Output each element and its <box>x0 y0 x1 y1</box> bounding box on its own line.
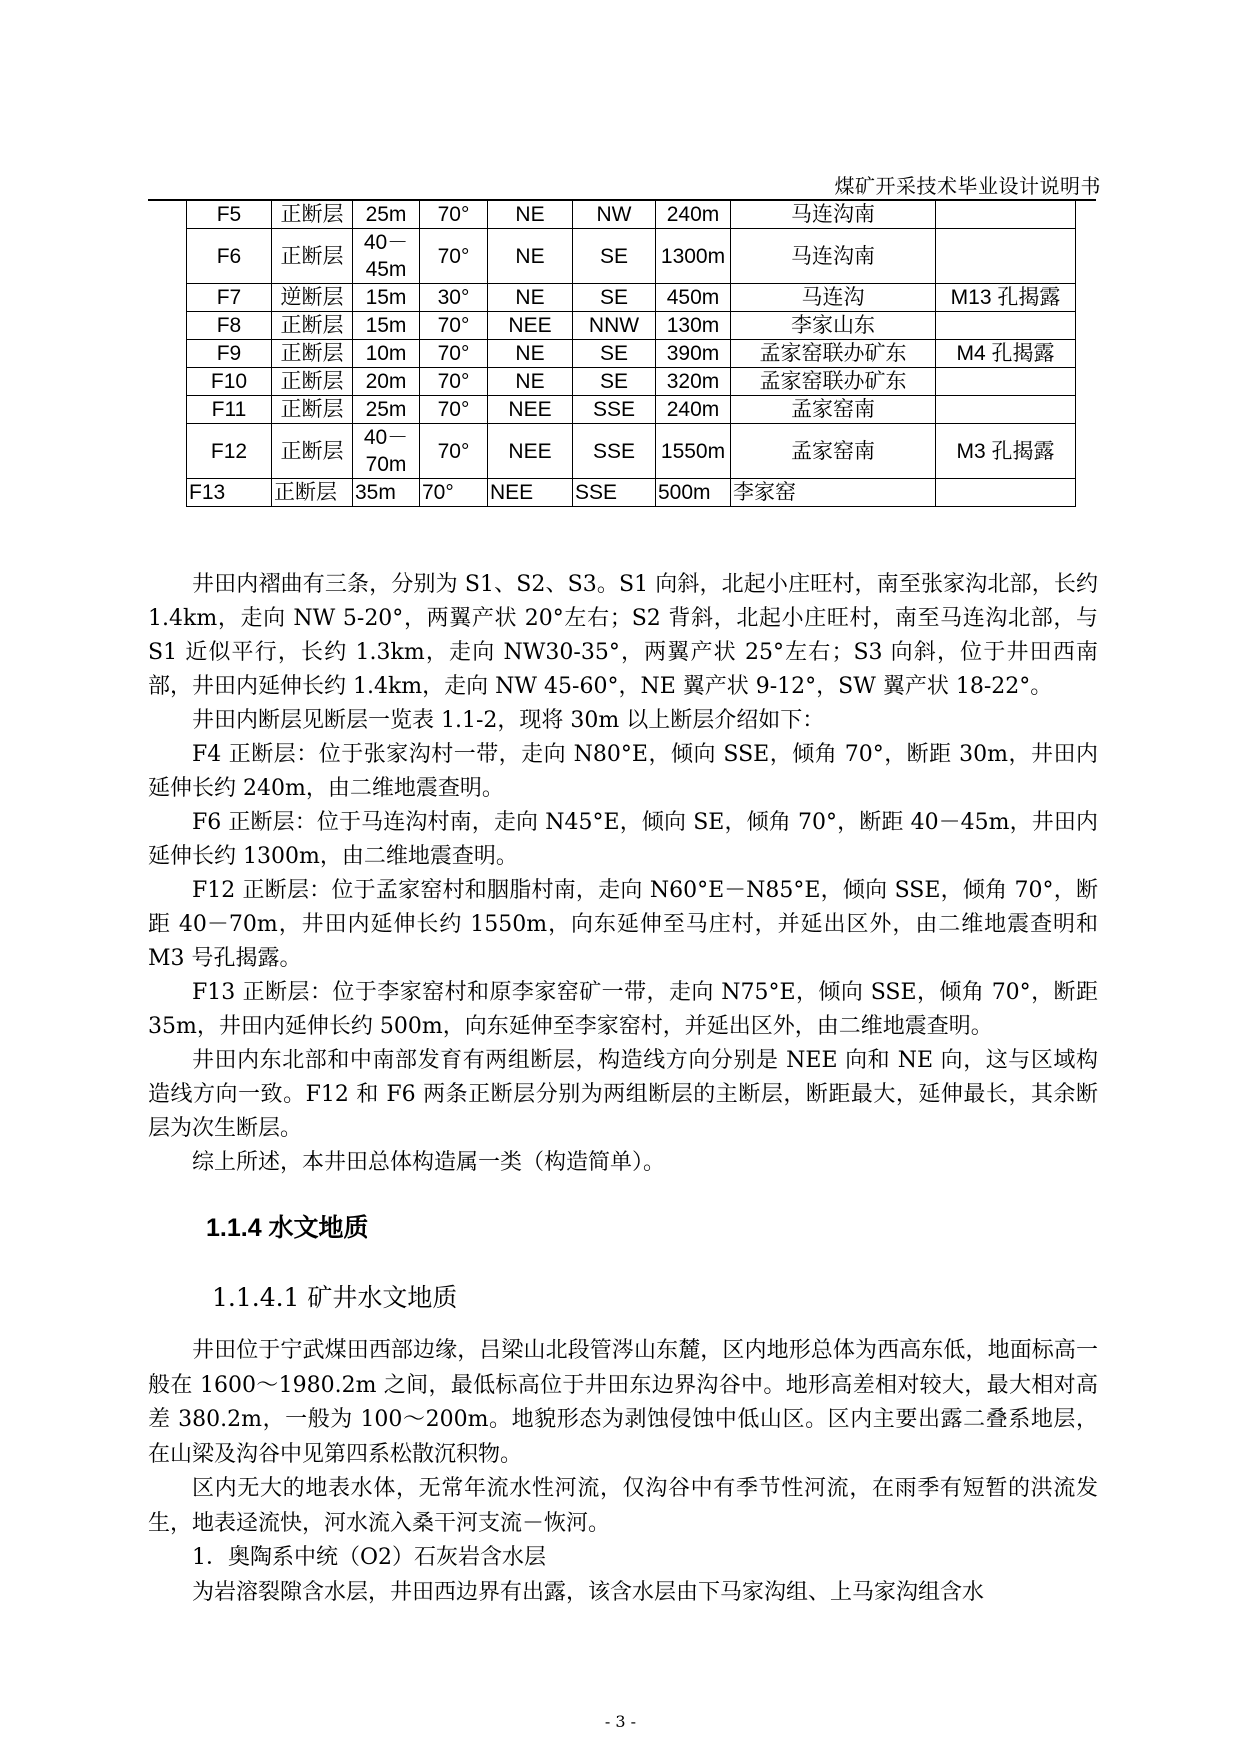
table-cell: 500m <box>656 479 731 507</box>
table-cell: 孟家窑联办矿东 <box>731 340 936 368</box>
table-cell: 70° <box>420 368 488 396</box>
paragraph: F13 正断层：位于李家窑村和原李家窑矿一带，走向 N75°E，倾向 SSE，倾角 70°，断距 35m，井田内延伸长约 500m，向东延伸至李家窑村，并延出区外，由二维地震查明。 <box>148 980 1098 1039</box>
paragraph: 为岩溶裂隙含水层，井田西边界有出露，该含水层由下马家沟组、上马家沟组含水 <box>192 1579 985 1605</box>
paragraph: 综上所述，本井田总体构造属一类（构造简单）。 <box>192 1150 666 1175</box>
table-cell: F7 <box>187 284 272 312</box>
table-cell: 15m <box>353 284 420 312</box>
table-cell: 正断层 <box>272 424 353 479</box>
table-cell: NE <box>488 340 573 368</box>
table-cell: NE <box>488 201 573 229</box>
table-cell: 正断层 <box>272 229 353 284</box>
table-cell: 逆断层 <box>272 284 353 312</box>
table-cell: 70° <box>420 479 488 507</box>
table-cell: NW <box>573 201 656 229</box>
table-cell: 正断层 <box>272 479 353 507</box>
table-cell: NEE <box>488 396 573 424</box>
table-cell: M3 孔揭露 <box>936 424 1076 479</box>
table-cell: 70° <box>420 201 488 229</box>
table-cell <box>936 479 1076 507</box>
table-cell <box>936 368 1076 396</box>
table-cell: 130m <box>656 312 731 340</box>
table-cell: 70° <box>420 424 488 479</box>
table-cell: 20m <box>353 368 420 396</box>
table-cell: 马连沟 <box>731 284 936 312</box>
page-number: - 3 - <box>604 1712 637 1731</box>
table-cell: 李家山东 <box>731 312 936 340</box>
table-cell: M4 孔揭露 <box>936 340 1076 368</box>
section-title: 1.1.4 水文地质 <box>206 1214 369 1242</box>
table-cell: F6 <box>187 229 272 284</box>
table-cell: F5 <box>187 201 272 229</box>
table-cell: 正断层 <box>272 201 353 229</box>
table-cell: 1550m <box>656 424 731 479</box>
table-cell: 马连沟南 <box>731 229 936 284</box>
table-cell: 正断层 <box>272 340 353 368</box>
table-cell: 70° <box>420 396 488 424</box>
table-cell: 李家窑 <box>731 479 936 507</box>
table-cell: F11 <box>187 396 272 424</box>
table-cell: SSE <box>573 396 656 424</box>
table-cell: 450m <box>656 284 731 312</box>
table-row <box>187 229 1076 284</box>
table-cell: 390m <box>656 340 731 368</box>
table-cell: F10 <box>187 368 272 396</box>
table-cell: SE <box>573 368 656 396</box>
table-cell: 70° <box>420 340 488 368</box>
paragraph: 井田内断层见断层一览表 1.1-2，现将 30m 以上断层介绍如下： <box>192 708 825 733</box>
header-title: 煤矿开采技术毕业设计说明书 <box>834 174 1101 198</box>
table-cell: 240m <box>656 396 731 424</box>
table-cell: 10m <box>353 340 420 368</box>
table-cell <box>936 396 1076 424</box>
table-cell: 70° <box>420 312 488 340</box>
table-cell: 孟家窑联办矿东 <box>731 368 936 396</box>
table-cell: 15m <box>353 312 420 340</box>
subsection-title: 1.1.4.1 矿井水文地质 <box>212 1283 458 1312</box>
table-row <box>187 312 1076 340</box>
table-cell: NEE <box>488 424 573 479</box>
table-row <box>187 284 1076 312</box>
table-cell: 25m <box>353 396 420 424</box>
table-cell: SE <box>573 284 656 312</box>
table-cell: 马连沟南 <box>731 201 936 229</box>
table-cell: 30° <box>420 284 488 312</box>
table-cell: 40－45m <box>353 229 420 284</box>
table-cell: F13 <box>187 479 272 507</box>
table-cell: SE <box>573 229 656 284</box>
table-cell: NE <box>488 229 573 284</box>
paragraph: 井田内东北部和中南部发育有两组断层，构造线方向分别是 NEE 向和 NE 向，这与区域构造线方向一致。F12 和 F6 两条正断层分别为两组断层的主断层，断距最大，延伸最长，其余断层为次生断层。 <box>148 1048 1098 1141</box>
table-cell: NNW <box>573 312 656 340</box>
table-cell: NE <box>488 368 573 396</box>
table-cell: SSE <box>573 479 656 507</box>
table-cell: 35m <box>353 479 420 507</box>
table-cell: 240m <box>656 201 731 229</box>
table-cell: 孟家窑南 <box>731 424 936 479</box>
table-cell: F8 <box>187 312 272 340</box>
table-cell: 320m <box>656 368 731 396</box>
table-cell: M13 孔揭露 <box>936 284 1076 312</box>
table-row <box>187 424 1076 479</box>
list-item-heading: 1．奥陶系中统（O2）石灰岩含水层 <box>192 1545 547 1570</box>
table-cell: NE <box>488 284 573 312</box>
table-cell: 25m <box>353 201 420 229</box>
table-cell: NEE <box>488 312 573 340</box>
table-row <box>187 340 1076 368</box>
table-row <box>187 368 1076 396</box>
table-cell: NEE <box>488 479 573 507</box>
body-text-hydrology <box>148 1334 1098 1610</box>
table-cell <box>936 201 1076 229</box>
table-row <box>187 201 1076 229</box>
table-cell: 1300m <box>656 229 731 284</box>
paragraph: F6 正断层：位于马连沟村南，走向 N45°E，倾向 SE，倾角 70°，断距 40－45m，井田内延伸长约 1300m，由二维地震查明。 <box>148 810 1098 869</box>
table-cell: 40－70m <box>353 424 420 479</box>
body-text <box>148 568 1098 1180</box>
table-row <box>187 479 1076 507</box>
table-cell <box>936 312 1076 340</box>
table-cell: 正断层 <box>272 312 353 340</box>
paragraph: F12 正断层：位于孟家窑村和胭脂村南，走向 N60°E－N85°E，倾向 SSE，倾角 70°，断距 40－70m，井田内延伸长约 1550m，向东延伸至马庄村，并延出区外，由二维地震查明和 M3 号孔揭露。 <box>148 878 1098 971</box>
paragraph: 区内无大的地表水体，无常年流水性河流，仅沟谷中有季节性河流，在雨季有短暂的洪流发生，地表迳流快，河水流入桑干河支流－恢河。 <box>148 1476 1098 1536</box>
paragraph: 井田内褶曲有三条，分别为 S1、S2、S3。S1 向斜，北起小庄旺村，南至张家沟北部，长约 1.4km，走向 NW 5-20°，两翼产状 20°左右；S2 背斜，北起小庄旺村，南至马连沟北部，与 S1 近似平行，长约 1.3km，走向 NW30-35°，两翼产状 25°左右；S3 向斜，位于井田西南部，井田内延伸长约 1.4km，走向 NW 45-60°，NE 翼产状 9-12°，SW 翼产状 18-22°。 <box>148 572 1098 699</box>
table-cell: 孟家窑南 <box>731 396 936 424</box>
table-cell: 正断层 <box>272 396 353 424</box>
table-cell: 正断层 <box>272 368 353 396</box>
table-cell: 70° <box>420 229 488 284</box>
table-cell: SSE <box>573 424 656 479</box>
table-cell <box>936 229 1076 284</box>
table-cell: SE <box>573 340 656 368</box>
paragraph: 井田位于宁武煤田西部边缘，吕梁山北段管涔山东麓，区内地形总体为西高东低，地面标高一般在 1600～1980.2m 之间，最低标高位于井田东边界沟谷中。地形高差相对较大，最大相对高差 380.2m，一般为 100～200m。地貌形态为剥蚀侵蚀中低山区。区内主要出露二叠系地层，在山梁及沟谷中见第四系松散沉积物。 <box>148 1338 1098 1467</box>
table-cell: F9 <box>187 340 272 368</box>
table-cell: F12 <box>187 424 272 479</box>
paragraph: F4 正断层：位于张家沟村一带，走向 N80°E，倾向 SSE，倾角 70°，断距 30m，井田内延伸长约 240m，由二维地震查明。 <box>148 742 1098 801</box>
table-row <box>187 396 1076 424</box>
fault-table <box>186 200 1076 507</box>
